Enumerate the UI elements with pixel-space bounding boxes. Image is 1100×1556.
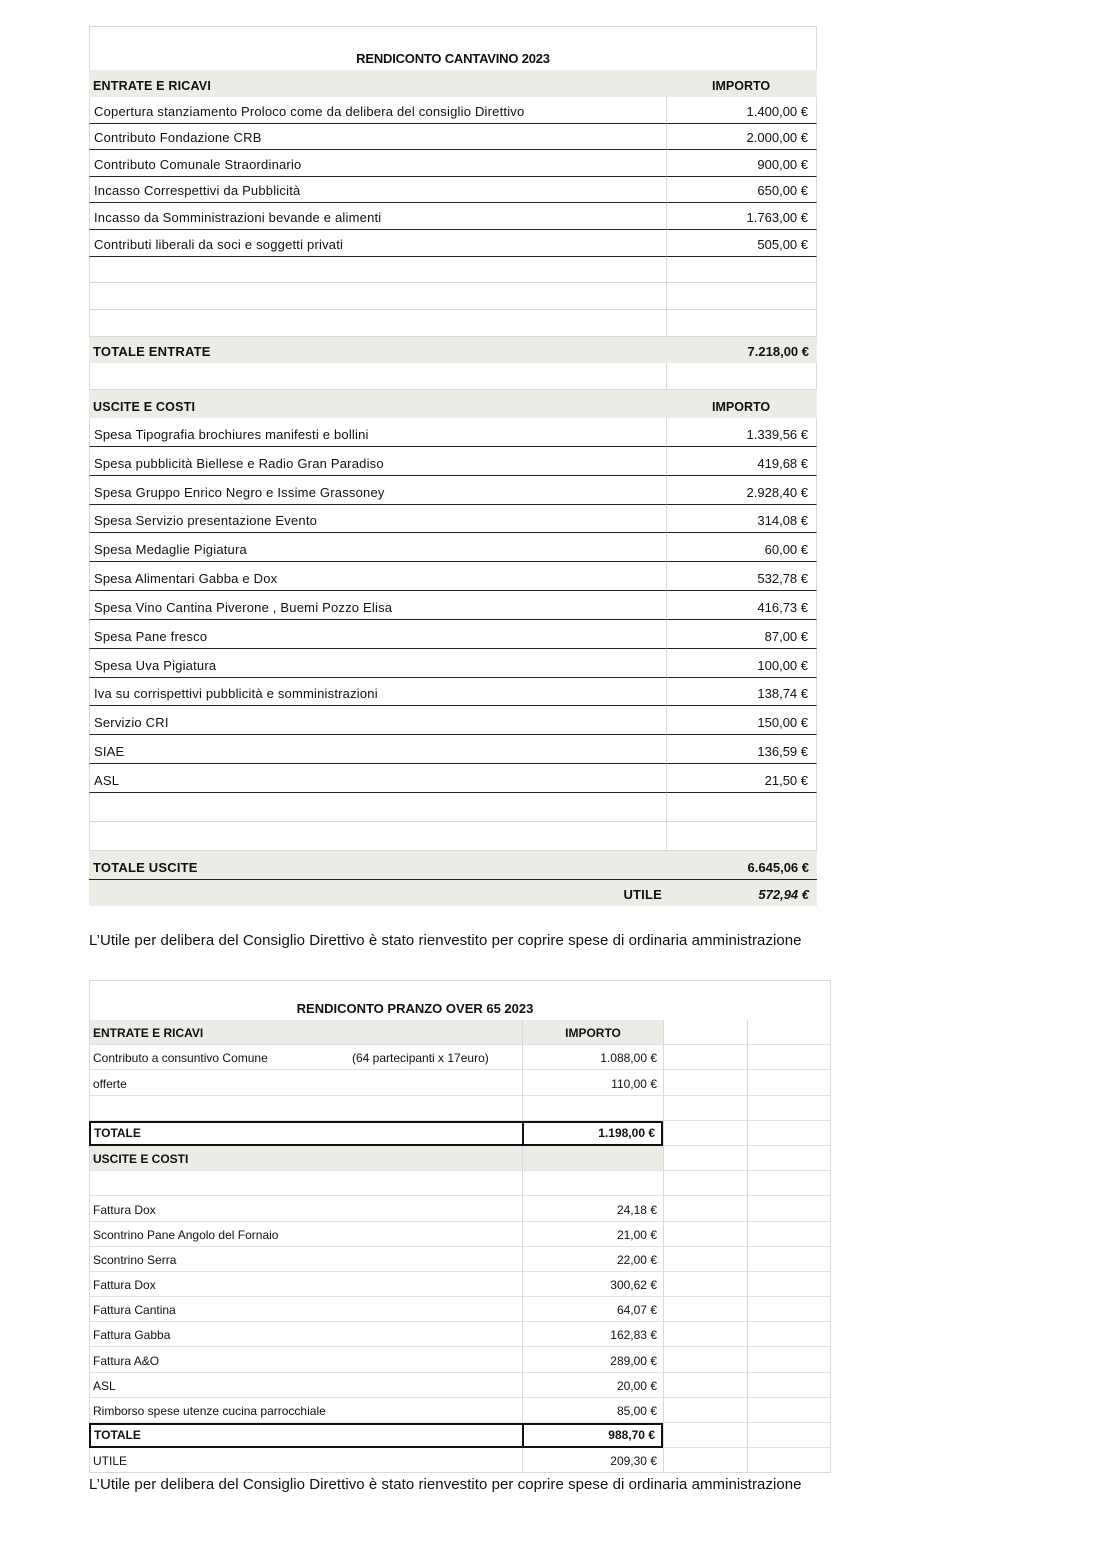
table-row	[89, 1045, 831, 1070]
row-note: (64 partecipanti x 17euro)	[352, 1051, 489, 1066]
row-label: Fattura Cantina	[93, 1303, 176, 1318]
row-amount: 650,00 €	[666, 177, 817, 204]
utile-label: UTILE	[89, 880, 666, 906]
utile-row	[89, 880, 817, 906]
rendiconto-cantavino-table	[89, 26, 817, 906]
totale-uscite-label: TOTALE USCITE	[89, 851, 666, 880]
uscite-header-row	[89, 1146, 831, 1171]
uscite-rows	[89, 418, 817, 793]
row-amount: 2.000,00 €	[666, 124, 817, 151]
table-row	[89, 177, 817, 204]
entrate-rows	[89, 1045, 831, 1095]
table-row-empty	[89, 310, 817, 337]
row-description: Iva su corrispettivi pubblicità e somministrazioni	[89, 678, 666, 707]
table-row	[89, 591, 817, 620]
row-description: Spesa Vino Cantina Piverone , Buemi Pozzo Elisa	[89, 591, 666, 620]
row-description	[89, 1297, 522, 1322]
utile-row	[89, 1448, 831, 1473]
totale-uscite-row	[89, 851, 817, 880]
table-row	[89, 678, 817, 707]
row-description: Contributi liberali da soci e soggetti privati	[89, 230, 666, 257]
totale-uscite-amount: 988,70 €	[522, 1423, 663, 1448]
table-row	[89, 1070, 831, 1095]
row-label: Contributo a consuntivo Comune	[93, 1051, 268, 1066]
utile-label: UTILE	[89, 1448, 522, 1473]
row-description	[89, 1322, 522, 1347]
row-description	[89, 1398, 522, 1423]
totale-uscite-label: TOTALE	[89, 1423, 522, 1448]
row-description	[89, 1196, 522, 1221]
column-header-description: USCITE E COSTI	[89, 390, 666, 418]
table-row	[89, 1297, 831, 1322]
row-amount: 314,08 €	[666, 505, 817, 534]
table-row	[89, 1322, 831, 1347]
entrate-header-row	[89, 1020, 831, 1045]
table-row	[89, 1272, 831, 1297]
row-label: Fattura Dox	[93, 1202, 156, 1217]
row-label: Scontrino Pane Angolo del Fornaio	[93, 1227, 279, 1242]
column-header-amount: IMPORTO	[666, 390, 817, 418]
row-amount: 1.339,56 €	[666, 418, 817, 447]
row-description: Spesa Uva Pigiatura	[89, 649, 666, 678]
table-row-empty	[89, 363, 817, 390]
row-description: Contributo Comunale Straordinario	[89, 150, 666, 177]
row-description: Spesa Alimentari Gabba e Dox	[89, 562, 666, 591]
row-description: SIAE	[89, 735, 666, 764]
table-row	[89, 562, 817, 591]
row-description	[89, 1070, 522, 1095]
utile-note: L’Utile per delibera del Consiglio Direttivo è stato rienvestito per coprire spese di ordinaria amministrazione	[89, 1476, 802, 1493]
row-amount: 162,83 €	[522, 1322, 663, 1347]
row-description: Spesa Gruppo Enrico Negro e Issime Grassoney	[89, 476, 666, 505]
table-row	[89, 505, 817, 534]
entrate-rows	[89, 97, 817, 257]
uscite-header-row	[89, 390, 817, 418]
row-amount: 22,00 €	[522, 1247, 663, 1272]
table-row	[89, 764, 817, 793]
row-description	[89, 1247, 522, 1272]
rendiconto-pranzo-table	[89, 980, 831, 1473]
row-amount: 416,73 €	[666, 591, 817, 620]
row-amount: 532,78 €	[666, 562, 817, 591]
row-amount: 150,00 €	[666, 706, 817, 735]
row-description: Spesa Medaglie Pigiatura	[89, 533, 666, 562]
row-description	[89, 1373, 522, 1398]
column-header-amount: IMPORTO	[522, 1020, 663, 1045]
table-row-empty	[89, 822, 817, 851]
row-description: Spesa Pane fresco	[89, 620, 666, 649]
row-label: Rimborso spese utenze cucina parrocchiale	[93, 1404, 326, 1418]
row-amount: 505,00 €	[666, 230, 817, 257]
table-row	[89, 1247, 831, 1272]
row-description: Spesa Servizio presentazione Evento	[89, 505, 666, 534]
column-header-description: ENTRATE E RICAVI	[89, 70, 666, 97]
row-amount: 300,62 €	[522, 1272, 663, 1297]
row-description: Incasso da Somministrazioni bevande e alimenti	[89, 203, 666, 230]
utile-amount: 209,30 €	[522, 1448, 663, 1473]
column-header-amount: IMPORTO	[666, 70, 817, 97]
totale-entrate-amount: 7.218,00 €	[666, 337, 817, 364]
totale-entrate-row	[89, 337, 817, 364]
row-description	[89, 1347, 522, 1372]
row-amount: 2.928,40 €	[666, 476, 817, 505]
table-row-empty	[89, 793, 817, 822]
row-amount: 20,00 €	[522, 1373, 663, 1398]
table-title: RENDICONTO CANTAVINO 2023	[89, 26, 817, 70]
row-amount: 60,00 €	[666, 533, 817, 562]
row-description: Copertura stanziamento Proloco come da delibera del consiglio Direttivo	[89, 97, 666, 124]
row-label: Fattura Dox	[93, 1278, 156, 1293]
totale-entrate-amount: 1.198,00 €	[522, 1121, 663, 1146]
row-description	[89, 1222, 522, 1247]
table-row	[89, 1222, 831, 1247]
row-description: Spesa Tipografia brochiures manifesti e bollini	[89, 418, 666, 447]
totale-entrate-label: TOTALE	[89, 1121, 522, 1146]
table-title: RENDICONTO PRANZO OVER 65 2023	[89, 980, 831, 1020]
table-row	[89, 150, 817, 177]
table-row	[89, 476, 817, 505]
table-row	[89, 230, 817, 257]
table-row	[89, 418, 817, 447]
table-row	[89, 203, 817, 230]
table-row-empty	[89, 283, 817, 310]
row-amount: 21,00 €	[522, 1222, 663, 1247]
totale-uscite-amount: 6.645,06 €	[666, 851, 817, 880]
row-amount: 1.400,00 €	[666, 97, 817, 124]
utile-amount: 572,94 €	[666, 880, 817, 906]
table-row	[89, 1373, 831, 1398]
table-row-empty	[89, 1096, 831, 1121]
entrate-header-row	[89, 70, 817, 97]
row-amount: 24,18 €	[522, 1196, 663, 1221]
row-amount: 1.088,00 €	[522, 1045, 663, 1070]
utile-note: L’Utile per delibera del Consiglio Direttivo è stato rienvestito per coprire spese di ordinaria amministrazione	[89, 932, 802, 949]
table-row	[89, 533, 817, 562]
row-amount: 100,00 €	[666, 649, 817, 678]
row-amount: 419,68 €	[666, 447, 817, 476]
row-amount: 1.763,00 €	[666, 203, 817, 230]
row-description	[89, 1272, 522, 1297]
row-label: offerte	[93, 1076, 127, 1091]
row-amount: 110,00 €	[522, 1070, 663, 1095]
table-row	[89, 649, 817, 678]
table-row	[89, 447, 817, 476]
row-amount: 85,00 €	[522, 1398, 663, 1423]
uscite-rows	[89, 1196, 831, 1423]
row-amount: 289,00 €	[522, 1347, 663, 1372]
totale-entrate-row	[89, 1121, 831, 1146]
column-header-description: USCITE E COSTI	[89, 1146, 522, 1171]
row-label: Fattura A&O	[93, 1353, 160, 1368]
row-description: Servizio CRI	[89, 706, 666, 735]
table-row	[89, 1347, 831, 1372]
row-description: ASL	[89, 764, 666, 793]
row-amount: 900,00 €	[666, 150, 817, 177]
row-amount: 64,07 €	[522, 1297, 663, 1322]
row-description: Incasso Correspettivi da Pubblicità	[89, 177, 666, 204]
totale-uscite-row	[89, 1423, 831, 1448]
table-row	[89, 1196, 831, 1221]
row-label: Fattura Gabba	[93, 1328, 171, 1343]
row-amount: 21,50 €	[666, 764, 817, 793]
row-amount: 87,00 €	[666, 620, 817, 649]
table-row	[89, 1398, 831, 1423]
row-label: ASL	[93, 1378, 116, 1393]
table-row	[89, 620, 817, 649]
row-description: Spesa pubblicità Biellese e Radio Gran Paradiso	[89, 447, 666, 476]
row-label: Scontrino Serra	[93, 1252, 177, 1267]
row-description: Contributo Fondazione CRB	[89, 124, 666, 151]
row-amount: 136,59 €	[666, 735, 817, 764]
table-row	[89, 124, 817, 151]
totale-entrate-label: TOTALE ENTRATE	[89, 337, 666, 364]
table-row-empty	[89, 257, 817, 284]
table-row-empty	[89, 1171, 831, 1196]
table-row	[89, 735, 817, 764]
row-description	[89, 1045, 522, 1070]
column-header-description: ENTRATE E RICAVI	[89, 1020, 522, 1045]
table-row	[89, 706, 817, 735]
row-amount: 138,74 €	[666, 678, 817, 707]
table-row	[89, 97, 817, 124]
